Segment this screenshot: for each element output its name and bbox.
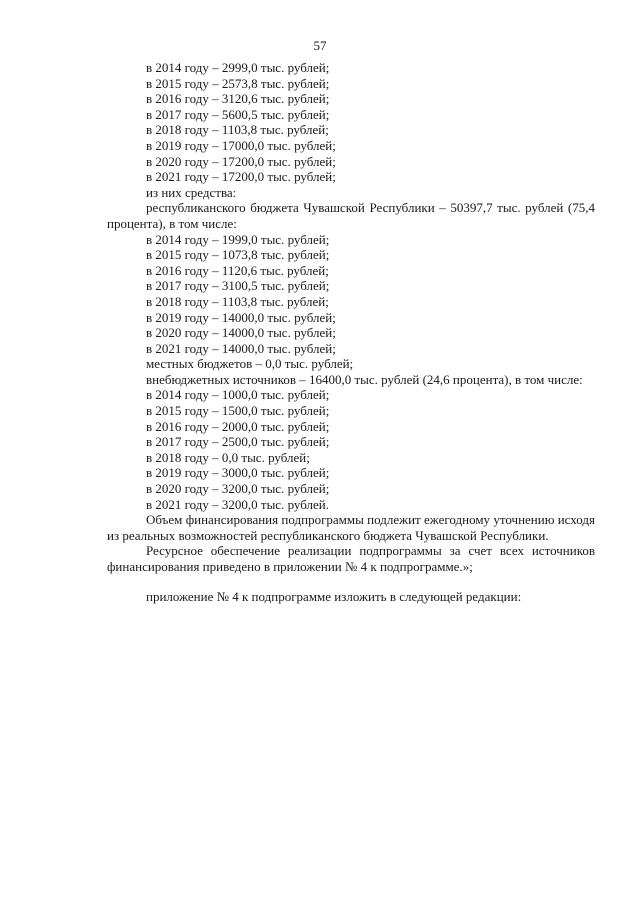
extrabudgetary-by-year-list: [107, 387, 595, 512]
local-budgets-line: местных бюджетов – 0,0 тыс. рублей;: [146, 356, 354, 372]
paragraph-spacer: [107, 575, 595, 589]
extrabudgetary-year-line: в 2017 году – 2500,0 тыс. рублей;: [146, 434, 330, 450]
republic-year-line: в 2017 году – 3100,5 тыс. рублей;: [146, 278, 330, 294]
republic-year-line: в 2019 году – 14000,0 тыс. рублей;: [146, 309, 336, 325]
extrabudgetary-paragraph: внебюджетных источников – 16400,0 тыс. рублей (24,6 процента), в том числе:: [146, 371, 583, 387]
republic-budget-paragraph: республиканского бюджета Чувашской Республики – 50397,7 тыс. рублей (75,4 процента), в том числе:: [107, 200, 595, 231]
page-number: 57: [313, 38, 327, 53]
extrabudgetary-year-line: в 2021 году – 3200,0 тыс. рублей.: [146, 496, 329, 512]
total-year-line: в 2014 году – 2999,0 тыс. рублей;: [146, 60, 330, 75]
republic-year-line: в 2016 году – 1120,6 тыс. рублей;: [146, 262, 329, 278]
total-year-line: в 2020 году – 17200,0 тыс. рублей;: [146, 153, 336, 169]
total-year-line: в 2021 году – 17200,0 тыс. рублей;: [146, 169, 336, 185]
republic-year-line: в 2021 году – 14000,0 тыс. рублей;: [146, 340, 336, 356]
total-year-line: в 2017 году – 5600,5 тыс. рублей;: [146, 106, 330, 122]
total-year-line: в 2018 году – 1103,8 тыс. рублей;: [146, 122, 329, 138]
total-by-year-list: [107, 60, 595, 185]
appendix-paragraph: приложение № 4 к подпрограмме изложить в следующей редакции:: [146, 588, 522, 604]
financing-paragraph: Объем финансирования подпрограммы подлежит ежегодному уточнению исходя из реальных возможностей республиканского бюджета Чувашской Республики.: [107, 512, 595, 543]
republic-year-line: в 2020 году – 14000,0 тыс. рублей;: [146, 325, 336, 341]
of-them-heading: из них средства:: [146, 184, 237, 200]
republic-year-line: в 2018 году – 1103,8 тыс. рублей;: [146, 293, 329, 309]
extrabudgetary-year-line: в 2020 году – 3200,0 тыс. рублей;: [146, 481, 330, 497]
extrabudgetary-year-line: в 2019 году – 3000,0 тыс. рублей;: [146, 465, 330, 481]
extrabudgetary-year-line: в 2018 году – 0,0 тыс. рублей;: [146, 449, 310, 465]
extrabudgetary-year-line: в 2016 году – 2000,0 тыс. рублей;: [146, 418, 330, 434]
republic-year-line: в 2014 году – 1999,0 тыс. рублей;: [146, 231, 330, 247]
document-body: [107, 60, 595, 604]
republic-by-year-list: [107, 232, 595, 357]
resource-paragraph: Ресурсное обеспечение реализации подпрограммы за счет всех источников финансирования приведено в приложении № 4 к подпрограмме.»;: [107, 543, 595, 574]
total-year-line: в 2015 году – 2573,8 тыс. рублей;: [146, 75, 330, 91]
total-year-line: в 2016 году – 3120,6 тыс. рублей;: [146, 91, 330, 107]
republic-year-line: в 2015 году – 1073,8 тыс. рублей;: [146, 247, 330, 263]
extrabudgetary-year-line: в 2014 году – 1000,0 тыс. рублей;: [146, 387, 330, 403]
total-year-line: в 2019 году – 17000,0 тыс. рублей;: [146, 137, 336, 153]
extrabudgetary-year-line: в 2015 году – 1500,0 тыс. рублей;: [146, 403, 330, 419]
